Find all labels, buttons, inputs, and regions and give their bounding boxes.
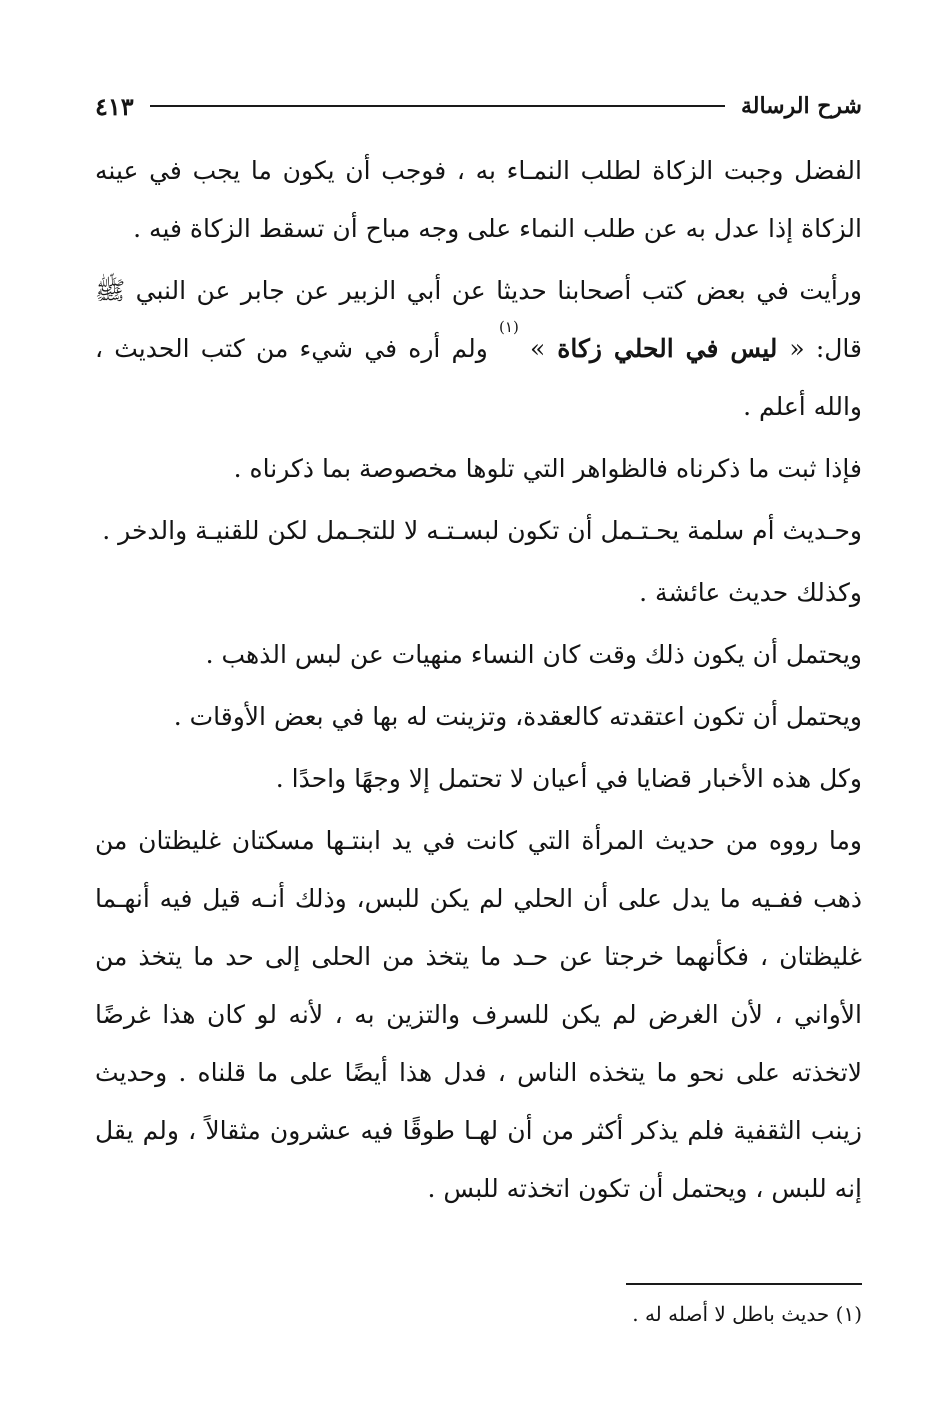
hadith-quote: ليس في الحلي زكاة bbox=[545, 334, 790, 363]
running-title: شرح الرسالة bbox=[740, 93, 862, 119]
paragraph-9: وما رووه من حديث المرأة التي كانت في يد ابنتـها مسكتان غليظتان من ذهب ففـيه ما يدل على أن الحلي لم يكن للبس، وذلك أنـه قيل فيه أنهـما غليظتان ، فكأنهما خرجتا عن حـد ما يتخذ من الحلى إلى حد ما يتخذ من الأواني ، لأن الغرض لم يكن للسرف والتزين به ، لأنه لو كان هذا غرضًا لاتخذته على نحو ما يتخذه الناس ، فدل هذا أيضًا على ما قلناه . وحديث زينب الثقفية فلم يذكر أكثر من أن لهـا طوقًا فيه عشرون مثقالاً ، ولم يقل إنه للبس ، ويحتمل أن تكون اتخذته للبس . bbox=[95, 826, 862, 1203]
paragraph-1: الفضل وجبت الزكاة لطلب النمـاء به ، فوجب أن يكون ما يجب في عينه الزكاة إذا عدل به عن طلب النماء على وجه مباح أن تسقط الزكاة فيه . bbox=[95, 156, 862, 243]
footnote: (١) حديث باطل لا أصله له . bbox=[632, 1302, 862, 1326]
paragraph-5: وكذلك حديث عائشة . bbox=[639, 578, 862, 607]
header-rule bbox=[150, 105, 725, 107]
footnote-rule bbox=[626, 1283, 862, 1285]
running-header bbox=[95, 86, 862, 126]
quote-close: » bbox=[530, 334, 546, 363]
paragraph-4: وحـديث أم سلمة يحـتـمل أن تكون لبسـتـه لا للتجـمل لكن للقنيـة والدخر . bbox=[102, 516, 862, 545]
paragraph-8: وكل هذه الأخبار قضايا في أعيان لا تحتمل إلا وجهًا واحدًا . bbox=[275, 764, 862, 793]
paragraph-3: فإذا ثبت ما ذكرناه فالظواهر التي تلوها مخصوصة بما ذكرناه . bbox=[233, 454, 862, 483]
body-text bbox=[95, 142, 862, 1222]
paragraph-2 bbox=[95, 262, 862, 436]
paragraph-7: ويحتمل أن تكون اعتقدته كالعقدة، وتزينت له بها في بعض الأوقات . bbox=[173, 702, 862, 731]
footnote-reference: (١) bbox=[499, 318, 519, 336]
paragraph-2-intro: ورأيت في بعض كتب أصحابنا حديثا عن أبي الزبير عن جابر عن النبي ﷺ قال: « bbox=[95, 276, 862, 363]
paragraph-6: ويحتمل أن يكون ذلك وقت كان النساء منهيات عن لبس الذهب . bbox=[205, 640, 862, 669]
paragraph-2-rest: ولم أره في شيء من كتب الحديث ، والله أعلم . bbox=[95, 334, 862, 421]
page-number: ٤١٣ bbox=[95, 91, 134, 121]
